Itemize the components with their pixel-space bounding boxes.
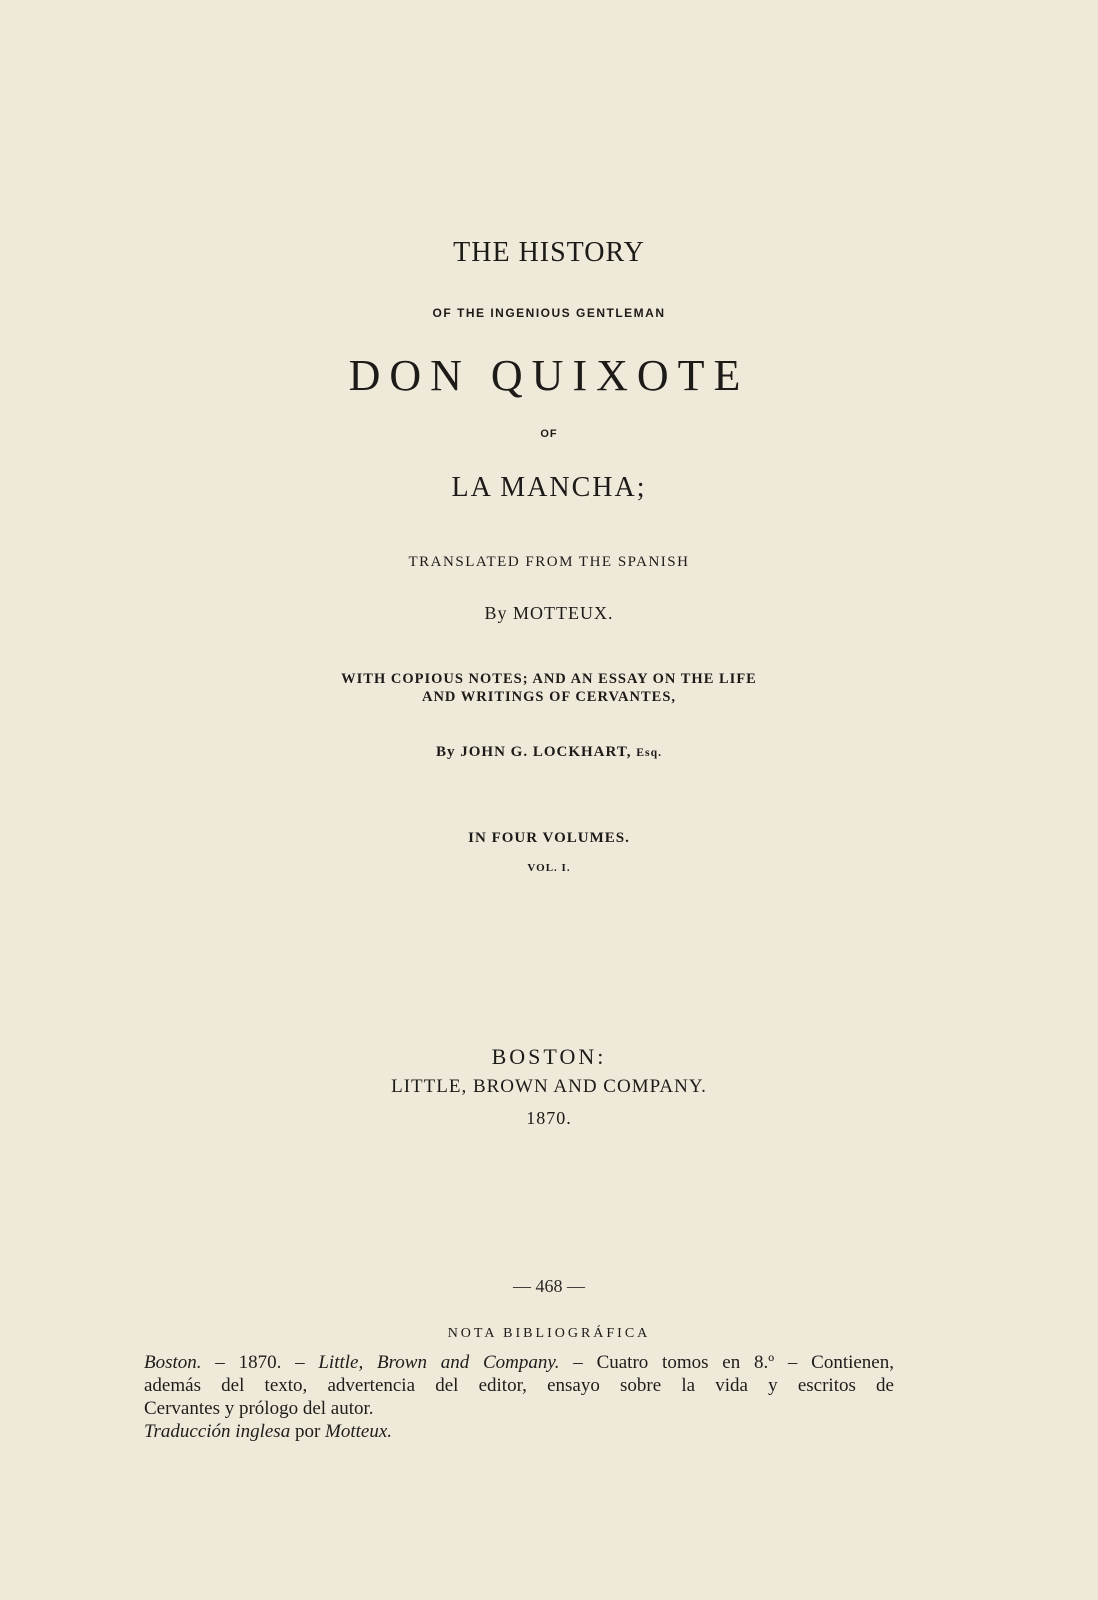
notes-line-2: AND WRITINGS OF CERVANTES, bbox=[421, 689, 677, 705]
main-title: DON QUIXOTE bbox=[348, 351, 750, 400]
note-translator: Motteux. bbox=[325, 1421, 393, 1442]
translator-name: MOTTEUX. bbox=[513, 603, 614, 623]
note-heading: NOTA BIBLIOGRÁFICA bbox=[447, 1326, 651, 1341]
note-place: Boston. bbox=[144, 1352, 202, 1373]
notes-description bbox=[0, 670, 1098, 706]
note-year: – 1870. – bbox=[201, 1352, 319, 1373]
title-history: THE HISTORY bbox=[453, 237, 645, 268]
note-line-4 bbox=[144, 1420, 894, 1443]
note-translation-type: Traducción inglesa bbox=[144, 1421, 291, 1442]
title-of: OF bbox=[540, 428, 558, 440]
note-publisher: Little, Brown and Company. bbox=[318, 1352, 560, 1373]
note-line-1 bbox=[144, 1351, 894, 1374]
essayist-suffix: Esq. bbox=[636, 746, 662, 759]
essayist-name: JOHN G. LOCKHART, bbox=[460, 744, 632, 760]
note-line-2: además del texto, advertencia del editor, ensayo sobre la vida y escritos de bbox=[144, 1375, 894, 1396]
by-prefix: By bbox=[484, 603, 508, 623]
translated-line: TRANSLATED FROM THE SPANISH bbox=[408, 554, 690, 570]
imprint-publisher: LITTLE, BROWN AND COMPANY. bbox=[391, 1076, 707, 1097]
volume-number: VOL. I. bbox=[527, 862, 571, 874]
imprint-place: BOSTON: bbox=[491, 1044, 607, 1069]
imprint-year: 1870. bbox=[526, 1108, 572, 1128]
bibliographic-note bbox=[144, 1351, 894, 1443]
essayist-line bbox=[0, 744, 1098, 761]
note-description-start: – Cuatro tomos en 8.º – Contienen, bbox=[559, 1352, 894, 1373]
volumes-line: IN FOUR VOLUMES. bbox=[468, 830, 630, 846]
title-la-mancha: LA MANCHA; bbox=[451, 472, 647, 503]
note-line-3: Cervantes y prólogo del autor. bbox=[144, 1398, 374, 1419]
note-by: por bbox=[290, 1421, 326, 1442]
page-number: — 468 — bbox=[513, 1276, 585, 1296]
notes-line-1: WITH COPIOUS NOTES; AND AN ESSAY ON THE LIFE bbox=[341, 671, 757, 687]
subtitle-gentleman: OF THE INGENIOUS GENTLEMAN bbox=[432, 306, 666, 320]
translator-line bbox=[0, 603, 1098, 624]
by-prefix: By bbox=[435, 744, 456, 760]
